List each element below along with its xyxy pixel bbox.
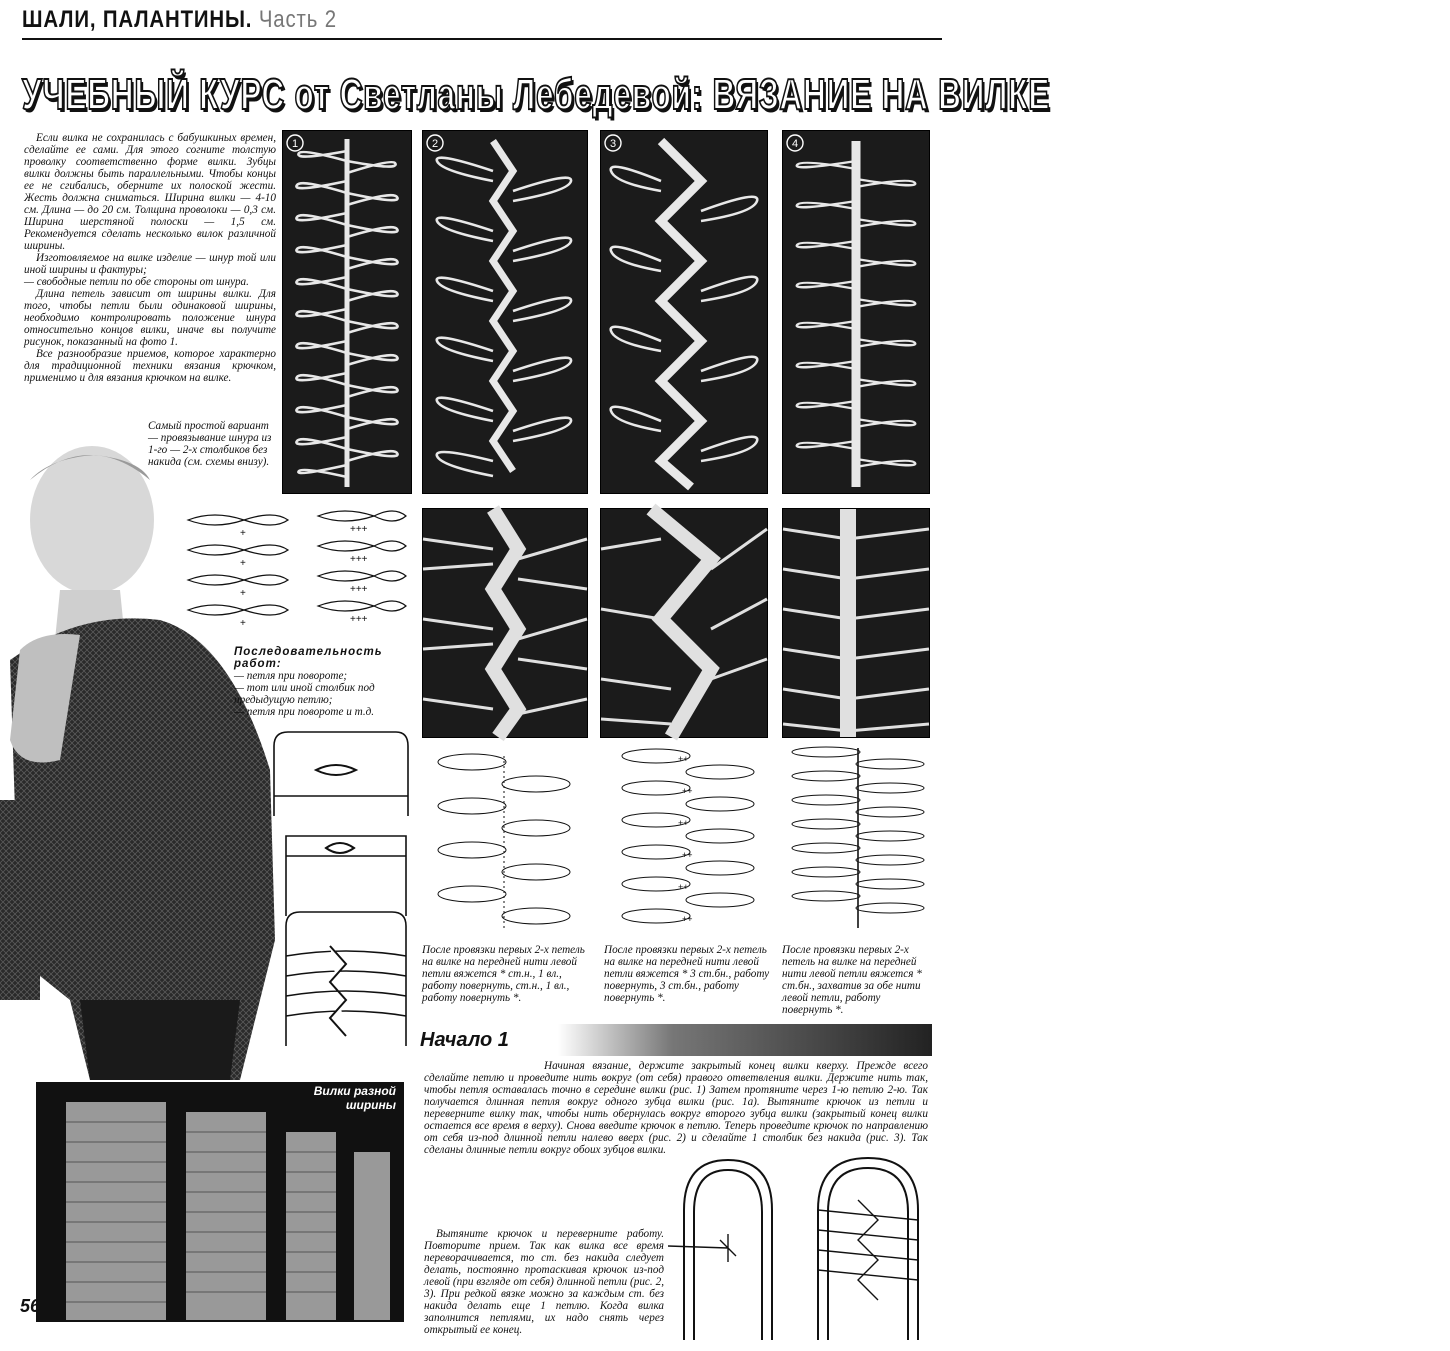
svg-text:+: + [240,588,246,599]
sequence-title: Последовательность работ: [234,646,383,670]
sequence-diagrams [184,506,408,640]
svg-text:+: + [240,558,246,569]
svg-text:++: ++ [678,754,689,764]
article-title: УЧЕБНЫЙ КУРС от Светланы Лебедевой: ВЯЗАНИЕ НА ВИЛКЕ [22,70,1051,119]
svg-text:++: ++ [682,786,693,796]
section-start-bar [412,1024,932,1056]
svg-text:++: ++ [682,850,693,860]
page-number: 56 [20,1296,41,1316]
svg-text:+++: +++ [350,524,368,535]
stitch-diagram-1 [436,742,572,936]
forks-photo [36,1082,404,1322]
photo-1 [282,130,412,494]
fork-diagrams [266,726,414,1056]
svg-text:+++: +++ [350,554,368,565]
sequence-item-3: — петля при повороте и т.д. [234,706,375,718]
svg-text:+: + [240,618,246,629]
caption-1: После провязки первых 2-х петель на вилке на передней нити левой петли вяжется * ст.н., 1 вл., работу повернуть, ст.н., 1 вл., работу повернуть *. [422,944,585,1004]
closeup-photo-1 [422,508,588,738]
closeup-photo-2 [600,508,768,738]
sequence-item-2: — тот или иной столбик под предыдущую петлю; [234,682,375,706]
forks-photo-label: Вилки разной ширины [313,1084,396,1112]
svg-text:+++: +++ [350,584,368,595]
section-title: ШАЛИ, ПАЛАНТИНЫ. Часть 2 [22,6,337,33]
stitch-diagram-3 [790,742,926,936]
section-start-label: Начало 1 [420,1029,509,1051]
intro-text [24,132,276,384]
caption-3: После провязки первых 2-х петель на вилке на передней нити левой петли вяжется * ст.бн., захватив за обе нити левой петли, работу повернуть *. [782,944,922,1016]
photo-2 [422,130,588,494]
closeup-photo-3 [782,508,930,738]
photo-3 [600,130,768,494]
photo-4 [782,130,930,494]
sequence-block [234,646,412,718]
instructions-text-bottom [424,1228,664,1336]
photo-2-number: 2 [431,138,439,150]
instructions-text-top [424,1060,928,1156]
intro-paragraph-4: Длина петель зависит от ширины вилки. Для того, чтобы петли были одинаковой ширины, необходимо контролировать положение шнура относительно концов вилки, иначе вы получите рисунок, показанный на фото 1. [24,288,276,348]
intro-paragraph-2: Изготовляемое на вилке изделие — шнур той или иной ширины и фактуры; [24,252,276,276]
svg-text:++: ++ [682,914,693,924]
intro-paragraph-5: Все разнообразие приемов, которое характерно для традиционной техники вязания крючком, применимо и для вязания крючком на вилке. [24,348,276,384]
svg-text:+: + [240,528,246,539]
simplest-variant-text: Самый простой вариант — провязывание шнура из 1-го — 2-х столбиков без накида (см. схемы внизу). [148,420,272,468]
intro-paragraph-1: Если вилка не сохранилась с бабушкиных времен, сделайте ее сами. Для этого согните толстую проволку соответственно форме вилки. Зубцы вилки должны быть параллельными. Чтобы концы ее не сгибались, оберните их полоской жести. Жесть должна сниматься. Ширина вилки — 4-10 см. Длина — до 20 см. Толщина проволоки — 0,3 см. Ширина шерстяной полоски — 1,5 см. Рекомендуется сделать несколько вилок различной ширины. [24,132,276,252]
instructions-paragraph-2: Вытяните крючок и переверните работу. Повторите прием. Так как вилка все время переворачивается, то ст. без накида следует делать, постоянно протаскивая крючок из-под левой (при взгляде от себя) длинной петли (рис. 2, 3). При редкой вязке можно за каждым ст. без накида делать еще 1 петлю. Когда вилка заполнится петлями, их надо снять через открытый ее конец. [424,1228,664,1336]
svg-text:++: ++ [678,882,689,892]
svg-text:++: ++ [678,818,689,828]
photo-4-number: 4 [791,138,799,150]
photo-1-number: 1 [291,138,299,150]
intro-paragraph-3: — свободные петли по обе стороны от шнура. [24,276,249,288]
fork-drawings [668,1150,946,1342]
photo-3-number: 3 [609,138,617,150]
instructions-paragraph-1: Начиная вязание, держите закрытый конец вилки кверху. Прежде всего сделайте петлю и проведите нить вокруг (от себя) правого ответвления вилки. Держите нить так, чтобы петля оставалась точно в середине вилки (рис. 1) Затем протяните через 1-ю петлю 2-ю. Так получается длинная петля вокруг одного зубца вилки (рис. 1а). Вытяните крючок из петли и переверните вилку так, чтобы нить обернулась вокруг второго зубца вилки (закрытый конец вилки остается все время в верху). Снова введите крючок в петлю. Теперь проведите крючок по направлению от себя из-под длинной петли налево вверх (рис. 2) и сделайте 1 столбик без накида (рис. 3). Так сделаны длинные петли вокруг обоих зубцов вилки. [424,1060,928,1156]
page-header [22,6,942,40]
caption-2: После провязки первых 2-х петель на вилке на передней нити левой петли вяжется * 3 ст.бн., работу повернуть, 3 ст.бн., работу повернуть *. [604,944,770,1004]
stitch-diagram-2 [620,742,756,936]
sequence-item-1: — петля при повороте; [234,670,348,682]
svg-text:+++: +++ [350,614,368,625]
